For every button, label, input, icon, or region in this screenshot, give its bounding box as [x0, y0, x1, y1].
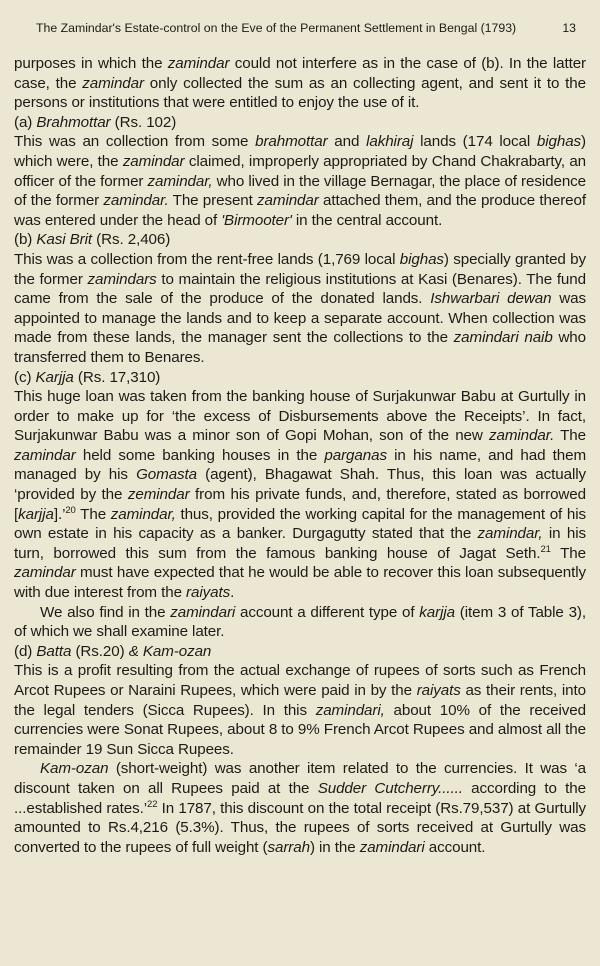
- paragraph-batta: This is a profit resulting from the actual exchange of rupees of sorts such as French Arcot Rupees or Naraini Rupees, which were paid in by the raiyats as their rents, into the legal tenders (Sicca Rupees). In this zamindari, about 10% of the received currencies were Sonat Rupees, about 8 to 9% French Arcot Rupees and almost all the remainder 19 Sun Sicca Rupees.: [14, 662, 586, 758]
- paragraph-brahmottar: This was an collection from some brahmottar and lakhiraj lands (174 local bighas) which were, the zamindar claimed, improperly appropriated by Chand Chakrabarty, an officer of the former zamindar, who lived in the village Bernagar, the place of residence of the former zamindar. The present zamindar attached them, and the produce thereof was entered under the head of 'Birmooter' in the central account.: [14, 133, 587, 229]
- footnote-ref-22: 22: [147, 798, 158, 810]
- paragraph-karjja-also: We also find in the zamindari account a different type of karjja (item 3 of Table 3), of which we shall examine later.: [14, 603, 586, 641]
- subheading-kasi-brit: (b) Kasi Brit (Rs. 2,406): [14, 231, 171, 249]
- subheading-batta: (d) Batta (Rs.20) & Kam-ozan: [14, 642, 212, 660]
- subheading-karjja: (c) Karjja (Rs. 17,310): [14, 368, 161, 386]
- paragraph-kasi-brit: This was a collection from the rent-free lands (1,769 local bighas) specially granted by the former zamindars to maintain the religious institutions at Kasi (Benares). The fund came from the sale of the produce of the donated lands. Ishwarbari dewan was appointed to manage the lands and to keep a separate account. When collection was made from these lands, the manager sent the collections to the zamindari naib who transferred them to Benares.: [14, 250, 587, 366]
- paragraph-karjja: This huge loan was taken from the banking house of Surjakunwar Babu at Gurtully in order to make up for ‘the excess of Disbursements above the Receipts’. In fact, Surjakunwar Babu was a minor son of Gopi Mohan, son of the new zamindar. The zamindar held some banking houses in the parganas in his name, and had them managed by his Gomasta (agent), Bhagawat Shah. Thus, this loan was actually ‘provided by the zemindar from his private funds, and, therefore, stated as borrowed [karjja].’$^{20}$ The zamindar, thus, provided the working capital for the management of his own estate in his capacity as a banker. Durgagutty stated that the zamindar, in his turn, borrowed this sum from the famous banking house of Jagat Seth.$^{21}$ The zamindar must have expected that he would be able to recover this loan subsequently with due interest from the raiyats.: [14, 388, 587, 602]
- page-number: 13: [562, 21, 576, 35]
- subheading-brahmottar: (a) Brahmottar (Rs. 102): [14, 113, 177, 131]
- running-header: [14, 20, 586, 36]
- paragraph-intro: purposes in which the zamindar could not interfere as in the case of (b). In the latter case, the zamindar only collected the sum as an collecting agent, and sent it to the persons or institutions that were entitled to enjoy the use of it.: [14, 55, 586, 112]
- paragraph-kam-ozan: Kam-ozan (short-weight) was another item related to the currencies. It was ‘a discount taken on all Rupees paid at the Sudder Cutcherry...... according to the ...established rates.’$^{22}$ In 1787, this discount on the total receipt (Rs.79,537) at Gurtully amounted to Rs.4,216 (5.3%). Thus, the rupees of sorts received at Gurtully was converted to the rupees of full weight (sarrah) in the zamindari account.: [14, 760, 586, 856]
- footnote-ref-20: 20: [65, 504, 76, 516]
- footnote-ref-21: 21: [540, 543, 551, 555]
- running-title: The Zamindar's Estate-control on the Eve of the Permanent Settlement in Bengal (1793): [36, 21, 517, 35]
- body-text: [14, 54, 586, 857]
